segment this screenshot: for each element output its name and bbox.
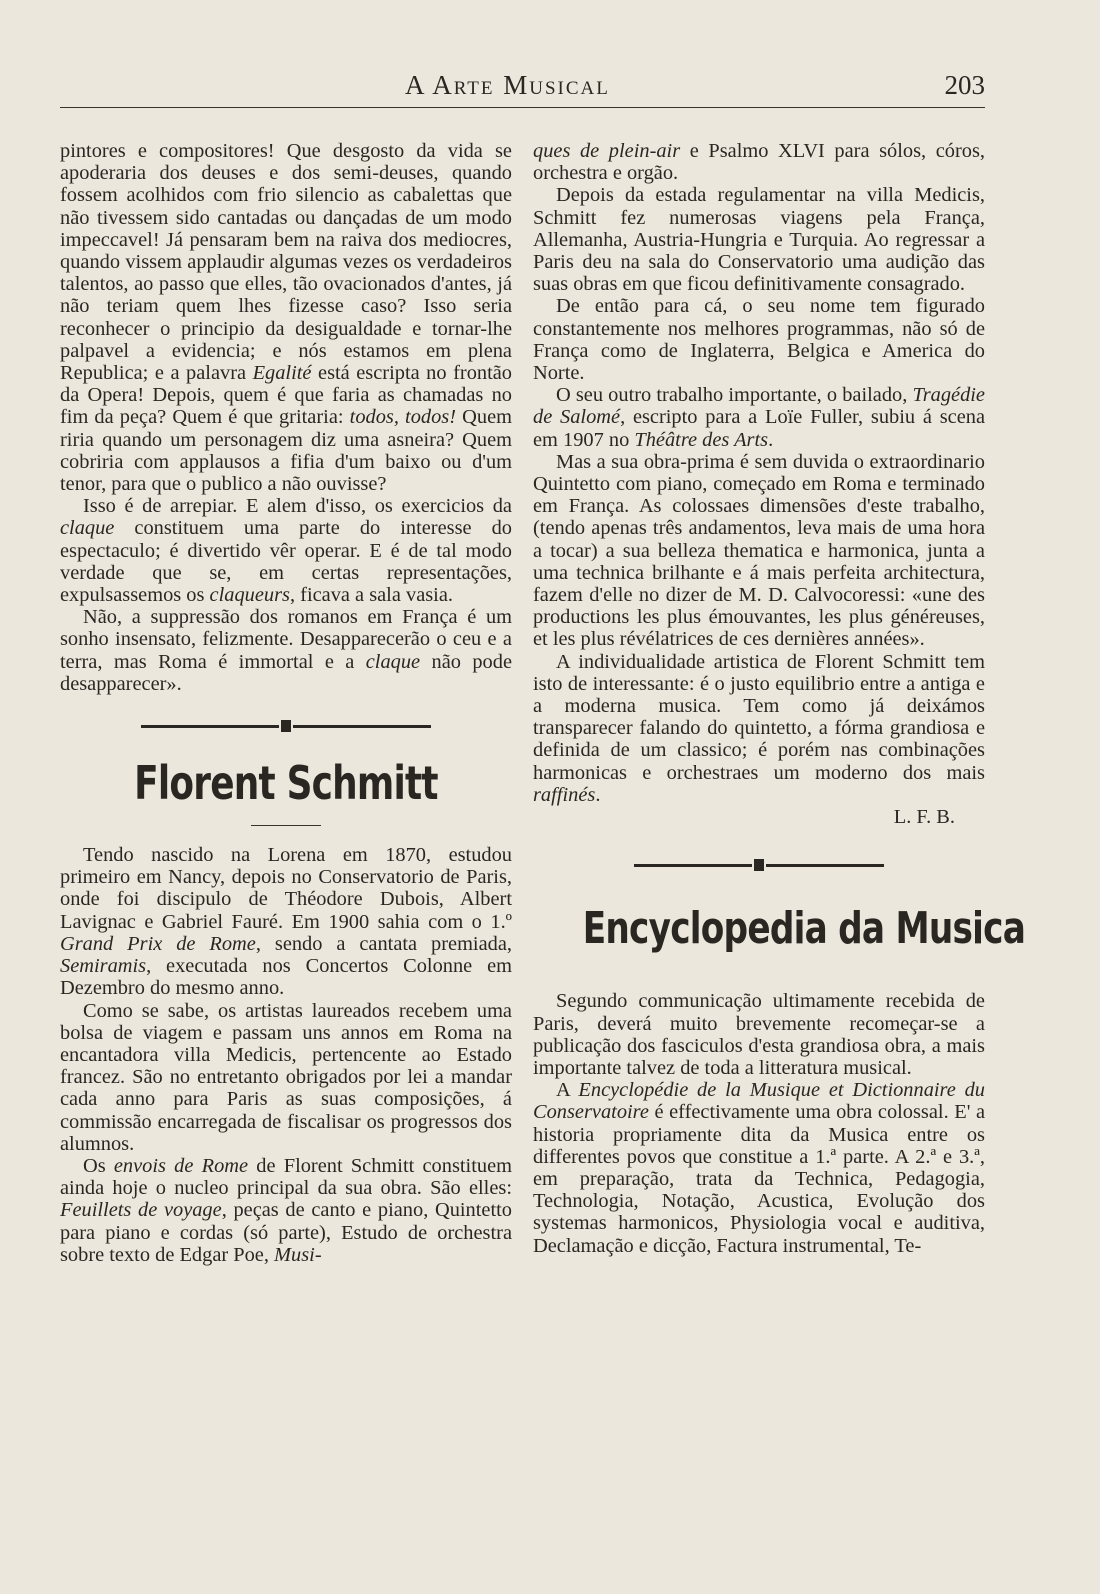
continued-paragraph-right: ques de plein-air e Psalmo XLVI para sólos, córos, orchestra e orgão. [533,140,985,185]
running-head [60,66,985,106]
paragraph-envois: Os envois de Rome de Florent Schmitt constituem ainda hoje o nucleo principal da sua obra. São elles: Feuillets de voyage, peças de canto e piano, Quintetto para piano e cordas (só parte), Estudo de orchestra sobre texto de Edgar Poe, Musi- [60,1154,512,1266]
paragraph-encyclopedia-content: A Encyclopédie de la Musique et Dictionnaire du Conservatoire é effectivamente uma obra colossal. E' a historia propriamente dita da Musica entre os differentes povos que constitue a 1.ª parte. A 2.ª e 3.ª, em preparação, trata da Technica, Pedagogia, Technologia, Notação, Acustica, Evolução dos systemas harmonicos, Physiologia vocal e auditiva, Declamação e dicção, Factura instrumental, Te- [533,1079,985,1257]
left-column [60,140,512,1266]
header-rule [60,107,985,108]
paragraph-travels: Depois da estada regulamentar na villa Medicis, Schmitt fez numerosas viagens pela França, Allemanha, Austria-Hungria e Turquia. Ao regressar a Paris deu na sala do Conservatorio uma audição das suas obras em que ficou definitivamente consagrado. [533,184,985,296]
paragraph-claque: Isso é de arrepiar. E alem d'isso, os exercicios da claque constituem uma parte do interesse do espectaculo; é divertido vêr operar. E é de tal modo verdade que se, em certas representações, expulsassemos os claqueurs, ficava a sala vasia. [60,495,512,607]
section-title-florent-schmitt: Florent Schmitt [134,756,438,811]
paragraph-individualidade: A individualidade artistica de Florent Schmitt tem isto de interessante: é o justo equilibrio entre a antiga e a moderna musica. Tem como já deixámos transparecer falando do quintetto, a fórma grandiosa e definida de um classico; é porém nas combinações harmonicas e orchestraes um moderno dos mais raffinés. [533,650,985,806]
continued-paragraph: pintores e compositores! Que desgosto da vida se apoderaria dos deuses e dos semi-deuses, quando fossem acolhidos com frio silencio as cabalettas que não tivessem sido cantadas ou dançadas de um modo impeccavel! Já pensaram bem na raiva dos mediocres, quando vissem applaudir algumas vezes os verdadeiros talentos, ao passo que elles, tão ovacionados d'antes, já não teriam quem lhes fizesse caso? Isso seria reconhecer o principio da desigualdade e tornar-lhe palpavel a evidencia; e nós estamos em plena Republica; e a palavra Egalité está escripta no frontão da Opera! Depois, quem é que faria as chamadas no fim da peça? Quem é que gritaria: todos, todos! Quem riria quando um personagem diz uma asneira? Quem cobriria com applausos a fifia d'um baixo ou d'um tenor, para que o publico a não ouvisse? [60,140,512,496]
paragraph-roma: Não, a suppressão dos romanos em França é um sonho insensato, felizmente. Desapparecerão o ceu e a terra, mas Roma é immortal e a claque não pode desapparecer». [60,606,512,695]
paragraph-villa-medicis: Como se sabe, os artistas laureados recebem uma bolsa de viagem e passam uns annos em Roma na encantadora villa Medicis, pertencente ao Estado francez. São no entretanto obrigados por lei a mandar cada anno para Paris as suas composições, á commissão encarregada de fiscalisar os progressos dos alumnos. [60,999,512,1155]
section-title-encyclopedia: Encyclopedia da Musica [582,903,1026,955]
section-ornament [141,719,431,733]
journal-title: A Arte Musical [405,70,610,100]
paragraph-quintetto: Mas a sua obra-prima é sem duvida o extraordinario Quintetto com piano, começado em Roma e terminado em França. As colossaes dimensões d'este trabalho, (tendo apenas três andamentos, leva mais de uma hora a tocar) a sua belleza thematica e harmonica, junta a uma technica brilhante e á mais perfeita architectura, fazem d'elle no dizer de M. D. Calvocoressi: «une des productions les plus émouvantes, les plus généreuses, et les plus révélatrices de ces dernières années». [533,450,985,651]
paragraph-programmes: De então para cá, o seu nome tem figurado constantemente nos melhores programmas, não só de França como de Inglaterra, Belgica e America do Norte. [533,295,985,385]
paragraph-encyclopedia-news: Segundo communicação ultimamente recebida de Paris, deverá muito brevemente recomeçar-se a publicação dos fasciculos d'esta grandiosa obra, a mais importante talvez de toda a litteratura musical. [533,990,985,1079]
page-number: 203 [944,70,985,100]
section-ornament [634,858,884,872]
paragraph-salome: O seu outro trabalho importante, o bailado, Tragédie de Salomé, escripto para a Loïe Fuller, subiu á scena em 1907 no Théâtre des Arts. [533,384,985,451]
title-underline [251,825,321,826]
paragraph-biography: Tendo nascido na Lorena em 1870, estudou primeiro em Nancy, depois no Conservatorio de Paris, onde foi discipulo de Théodore Dubois, Albert Lavignac e Gabriel Fauré. Em 1900 sahia com o 1.º Grand Prix de Rome, sendo a cantata premiada, Semiramis, executada nos Concertos Colonne em Dezembro do mesmo anno. [60,844,512,1000]
author-signature: L. F. B. [893,806,955,829]
right-column [533,140,1026,1257]
